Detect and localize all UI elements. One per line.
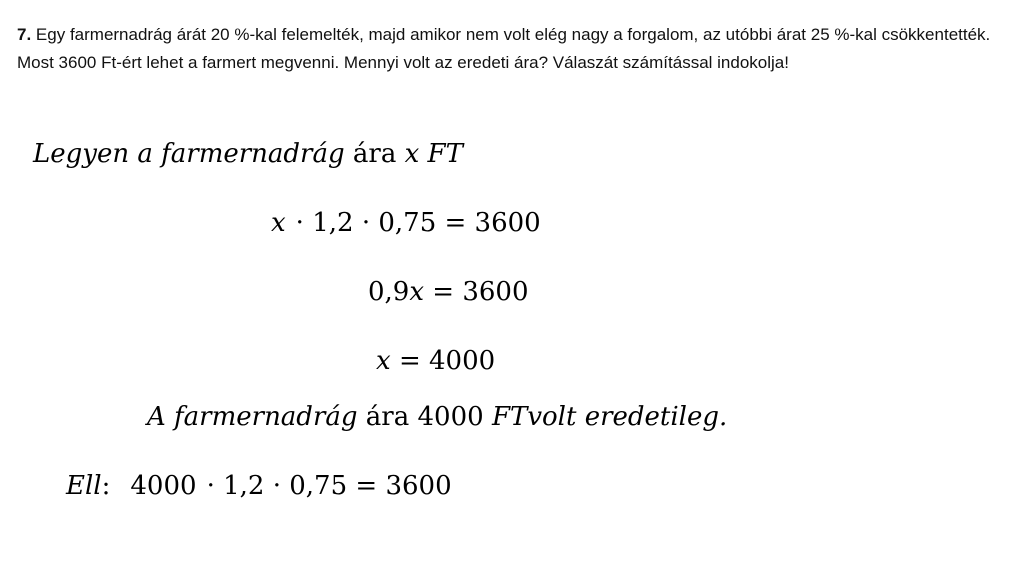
equation-3 — [376, 344, 495, 378]
let-statement — [33, 137, 463, 171]
equation-3-variable: x — [376, 346, 391, 376]
equation-1 — [271, 206, 541, 240]
problem-text: Egy farmernadrág árát 20 %-kal felemelték, majd amikor nem volt elég nagy a forgalom, az utóbbi árat 25 %-kal csökkentették. Most 3600 Ft-ért lehet a farmert megvenni. Mennyi volt az eredeti ára? Válaszát számítással indokolja! — [17, 25, 991, 72]
equation-2-coefficient: 0,9 — [368, 277, 410, 307]
let-words: Legyen a farmernadrág — [33, 139, 345, 169]
equation-2-rhs: = 3600 — [432, 277, 529, 307]
equation-1-variable: x — [271, 208, 286, 238]
check-label: Ell — [66, 471, 102, 501]
check-colon: : — [101, 471, 111, 501]
let-unit: FT — [427, 139, 463, 169]
problem-statement — [17, 21, 1007, 77]
let-variable: x — [404, 139, 420, 169]
equation-2-variable: x — [409, 277, 425, 307]
equation-1-rhs: · 1,2 · 0,75 = 3600 — [295, 208, 541, 238]
answer-statement — [147, 400, 727, 434]
equation-2 — [368, 275, 529, 309]
answer-end: FTvolt eredetileg. — [491, 402, 728, 432]
answer-start: A farmernadrág — [147, 402, 358, 432]
answer-ara: ára — [365, 402, 410, 432]
check-value: 4000 — [130, 471, 197, 501]
check-expression: · 1,2 · 0,75 = 3600 — [206, 471, 452, 501]
check-line — [66, 469, 452, 503]
let-ara: ára — [352, 139, 397, 169]
equation-3-rhs: = 4000 — [398, 346, 496, 376]
problem-number: 7. — [17, 25, 32, 44]
answer-value: 4000 — [417, 402, 484, 432]
